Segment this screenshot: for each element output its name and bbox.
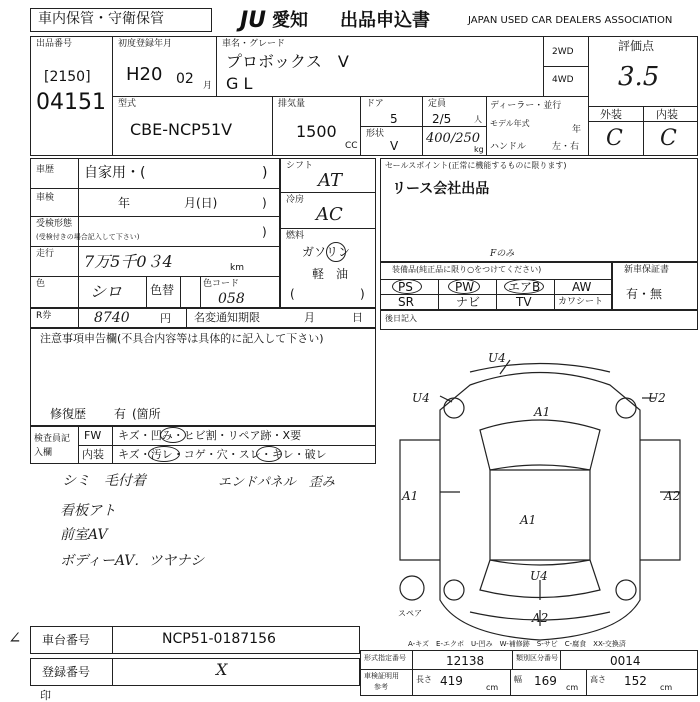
category-value: 0014 bbox=[610, 654, 641, 668]
doors-label: ドア bbox=[366, 99, 384, 109]
diagram-mark: A1 bbox=[402, 489, 419, 503]
stamp-label: 印 bbox=[40, 689, 51, 702]
equipment-item: PW bbox=[455, 280, 475, 294]
assoc-name: JAPAN USED CAR DEALERS ASSOCIATION bbox=[468, 15, 673, 26]
remark-line: 前室AV bbox=[60, 527, 108, 543]
inspector-fw-items: キズ・凹み・ヒビ割・リペア跡・X要 bbox=[118, 429, 302, 442]
length-unit: cm bbox=[486, 683, 499, 692]
registration-label: 初度登録年月 bbox=[118, 39, 173, 49]
type-value: CBE-NCP51V bbox=[130, 120, 233, 139]
width-label: 幅 bbox=[514, 675, 522, 684]
registration-month: 02 bbox=[176, 71, 194, 87]
type-designation-label: 形式指定番号 bbox=[364, 654, 406, 662]
handle-options: 左・右 bbox=[552, 142, 580, 152]
history-value: 自家用・( bbox=[84, 165, 146, 181]
mileage-label: 走行 bbox=[36, 249, 55, 259]
score-label: 評価点 bbox=[618, 39, 655, 53]
diagram-mark: U2 bbox=[648, 391, 666, 405]
shift-value: AT bbox=[318, 170, 343, 191]
inspector-label: 検査員記入欄 bbox=[34, 434, 71, 458]
fuel-gasoline: ガソリン bbox=[302, 245, 351, 259]
selling-points-label: セールスポイント(正常に機能するものに限ります) bbox=[385, 161, 567, 170]
doors-value: 5 bbox=[390, 112, 398, 126]
lot-sub-number: [2150] bbox=[44, 69, 91, 85]
remark-line: エンドパネル 歪み bbox=[218, 475, 335, 490]
chassis-label: 車台番号 bbox=[42, 633, 91, 647]
notice-day-unit: 日 bbox=[352, 311, 363, 324]
equipment-item: AW bbox=[572, 280, 592, 294]
doc-title: 出品申込書 bbox=[340, 10, 430, 31]
displacement-unit: CC bbox=[345, 141, 358, 151]
aircon-label: 冷房 bbox=[286, 195, 305, 205]
inspector-interior-items: キズ・汚レ・コゲ・穴・スレ・キレ・破レ bbox=[118, 448, 327, 461]
fuel-label: 燃料 bbox=[286, 231, 305, 241]
front-left-wheel bbox=[444, 398, 464, 418]
dealer-label: ディーラー・並行 bbox=[490, 101, 562, 111]
equipment-item: TV bbox=[516, 295, 532, 309]
displacement-value: 1500 bbox=[296, 122, 337, 141]
aftermarket-label: 後日記入 bbox=[385, 314, 417, 323]
spare-tire bbox=[400, 576, 424, 600]
registration-era-year: H20 bbox=[126, 64, 163, 85]
notice-month-unit: 月 bbox=[304, 311, 315, 324]
reception-close: ) bbox=[262, 225, 267, 239]
color-value: シロ bbox=[90, 282, 123, 301]
reception-label: 受検形態 bbox=[36, 219, 73, 229]
length-value: 419 bbox=[440, 674, 463, 688]
displacement-label: 排気量 bbox=[278, 99, 306, 109]
equipment-handwritten-note: Fのみ bbox=[490, 249, 515, 259]
load-unit: kg bbox=[474, 145, 484, 154]
equipment-label: 装備品(純正品に限り○をつけてください) bbox=[392, 265, 542, 274]
certificate-label: 車検証明用 bbox=[364, 672, 399, 680]
handle-label: ハンドル bbox=[490, 142, 527, 152]
spare-label: スペア bbox=[398, 609, 422, 618]
shape-label: 形状 bbox=[366, 129, 385, 139]
equipment-item: カワシート bbox=[558, 297, 604, 307]
ref-label: 参考 bbox=[374, 683, 388, 691]
interior-label: 内装 bbox=[656, 108, 678, 121]
load-value: 400/250 bbox=[426, 131, 481, 146]
drive-2wd: 2WD bbox=[552, 47, 574, 57]
rear-left-wheel bbox=[444, 580, 464, 600]
remark-line: 看板アト bbox=[60, 503, 116, 519]
drive-4wd: 4WD bbox=[552, 75, 574, 85]
reception-note: (受検付きの場合記入して下さい) bbox=[36, 233, 140, 241]
roof bbox=[490, 470, 590, 560]
diagram-mark: U4 bbox=[488, 351, 506, 365]
storage-note: 車内保管・守衛保管 bbox=[38, 11, 164, 27]
notes-label: 注意事項申告欄(不具合内容等は具体的に記入して下さい) bbox=[40, 332, 324, 345]
equipment-item: SR bbox=[398, 295, 414, 309]
inspection-year-unit: 年 bbox=[118, 196, 131, 210]
handwritten-mark: ∠ bbox=[8, 628, 22, 647]
capacity-label: 定員 bbox=[428, 99, 447, 109]
fuel-paren-close: ) bbox=[360, 287, 365, 301]
lot-label: 出品番号 bbox=[36, 39, 73, 49]
shift-label: シフト bbox=[286, 161, 314, 171]
model-name: プロボックス V bbox=[226, 52, 349, 71]
chassis-value: NCP51-0187156 bbox=[162, 631, 276, 647]
height-unit: cm bbox=[660, 683, 673, 692]
diagram-mark: A2 bbox=[664, 489, 681, 503]
registration-month-unit: 月 bbox=[203, 81, 213, 91]
equipment-item: PS bbox=[398, 280, 413, 294]
recycle-label: R券 bbox=[36, 311, 52, 321]
capacity-value: 2/5 bbox=[432, 112, 452, 126]
model-label: 車名・グレード bbox=[222, 39, 286, 49]
ju-logo: JU bbox=[240, 8, 267, 33]
front-windshield bbox=[480, 420, 600, 470]
height-value: 152 bbox=[624, 674, 647, 688]
model-year-label: モデル年式 bbox=[490, 119, 530, 128]
length-label: 長さ bbox=[416, 675, 432, 684]
exterior-label: 外装 bbox=[600, 108, 622, 121]
equipment-item: エアB bbox=[508, 280, 541, 294]
lot-number: 04151 bbox=[36, 90, 106, 115]
recycle-value: 8740 bbox=[94, 310, 130, 326]
repair-location-label: (箇所 bbox=[132, 407, 161, 421]
type-label: 型式 bbox=[118, 99, 137, 109]
exterior-value: C bbox=[606, 126, 623, 151]
remark-line: シミ 毛付着 bbox=[62, 473, 146, 489]
history-close: ) bbox=[262, 165, 268, 181]
width-value: 169 bbox=[534, 674, 557, 688]
fuel-paren-open: ( bbox=[290, 287, 295, 301]
inspection-label: 車検 bbox=[36, 193, 55, 203]
inspector-fw-label: FW bbox=[84, 429, 102, 442]
category-label: 類別区分番号 bbox=[516, 654, 558, 662]
color-code-value: 058 bbox=[218, 291, 245, 307]
equipment-item: ナビ bbox=[456, 295, 481, 309]
diagram-mark: A1 bbox=[534, 405, 551, 419]
reg-number-label: 登録番号 bbox=[42, 665, 91, 679]
org-name: 愛知 bbox=[272, 10, 308, 31]
fuel-diesel: 軽 油 bbox=[312, 267, 349, 281]
recycle-unit: 円 bbox=[160, 312, 171, 325]
aircon-value: AC bbox=[316, 204, 343, 225]
selling-points-value: リース会社出品 bbox=[392, 181, 490, 197]
damage-legend: A-キズ E-エクボ U-凹み W-補修跡 S-サビ C-腐食 XX-交換済 bbox=[408, 640, 626, 648]
mileage-unit: km bbox=[230, 263, 244, 273]
remark-line: ボディーAV．ツヤナシ bbox=[60, 553, 205, 569]
reg-number-value: X bbox=[216, 660, 228, 679]
diagram-mark: A2 bbox=[532, 611, 549, 625]
front-right-wheel bbox=[616, 398, 636, 418]
capacity-unit: 人 bbox=[474, 115, 482, 124]
score-value: 3.5 bbox=[618, 62, 660, 92]
warranty-label: 新車保証書 bbox=[624, 265, 670, 275]
history-label: 車歴 bbox=[36, 165, 55, 175]
model-year-unit: 年 bbox=[572, 125, 582, 135]
model-grade: G L bbox=[226, 74, 253, 93]
rear-right-wheel bbox=[616, 580, 636, 600]
height-label: 高さ bbox=[590, 675, 606, 684]
repair-label: 修復歴 bbox=[50, 407, 87, 421]
diagram-mark: A1 bbox=[520, 513, 537, 527]
warranty-value: 有・無 bbox=[626, 287, 663, 301]
diagram-mark: U4 bbox=[530, 569, 548, 583]
color-label: 色 bbox=[36, 279, 46, 289]
type-designation-value: 12138 bbox=[446, 654, 485, 668]
color-code-label: 色コード bbox=[203, 279, 240, 289]
notice-label: 名変通知期限 bbox=[194, 311, 260, 324]
interior-value: C bbox=[660, 126, 677, 151]
inspection-close: ) bbox=[262, 196, 267, 210]
mileage-value: 7万5千0３4 bbox=[84, 252, 173, 271]
diagram-mark: U4 bbox=[412, 391, 430, 405]
inspection-month-unit: 月(日) bbox=[184, 196, 218, 210]
inspector-interior-label: 内装 bbox=[82, 448, 104, 461]
shape-value: V bbox=[390, 139, 399, 153]
repair-value: 有 bbox=[114, 407, 127, 421]
width-unit: cm bbox=[566, 683, 579, 692]
color-change-label: 色替 bbox=[150, 283, 175, 297]
